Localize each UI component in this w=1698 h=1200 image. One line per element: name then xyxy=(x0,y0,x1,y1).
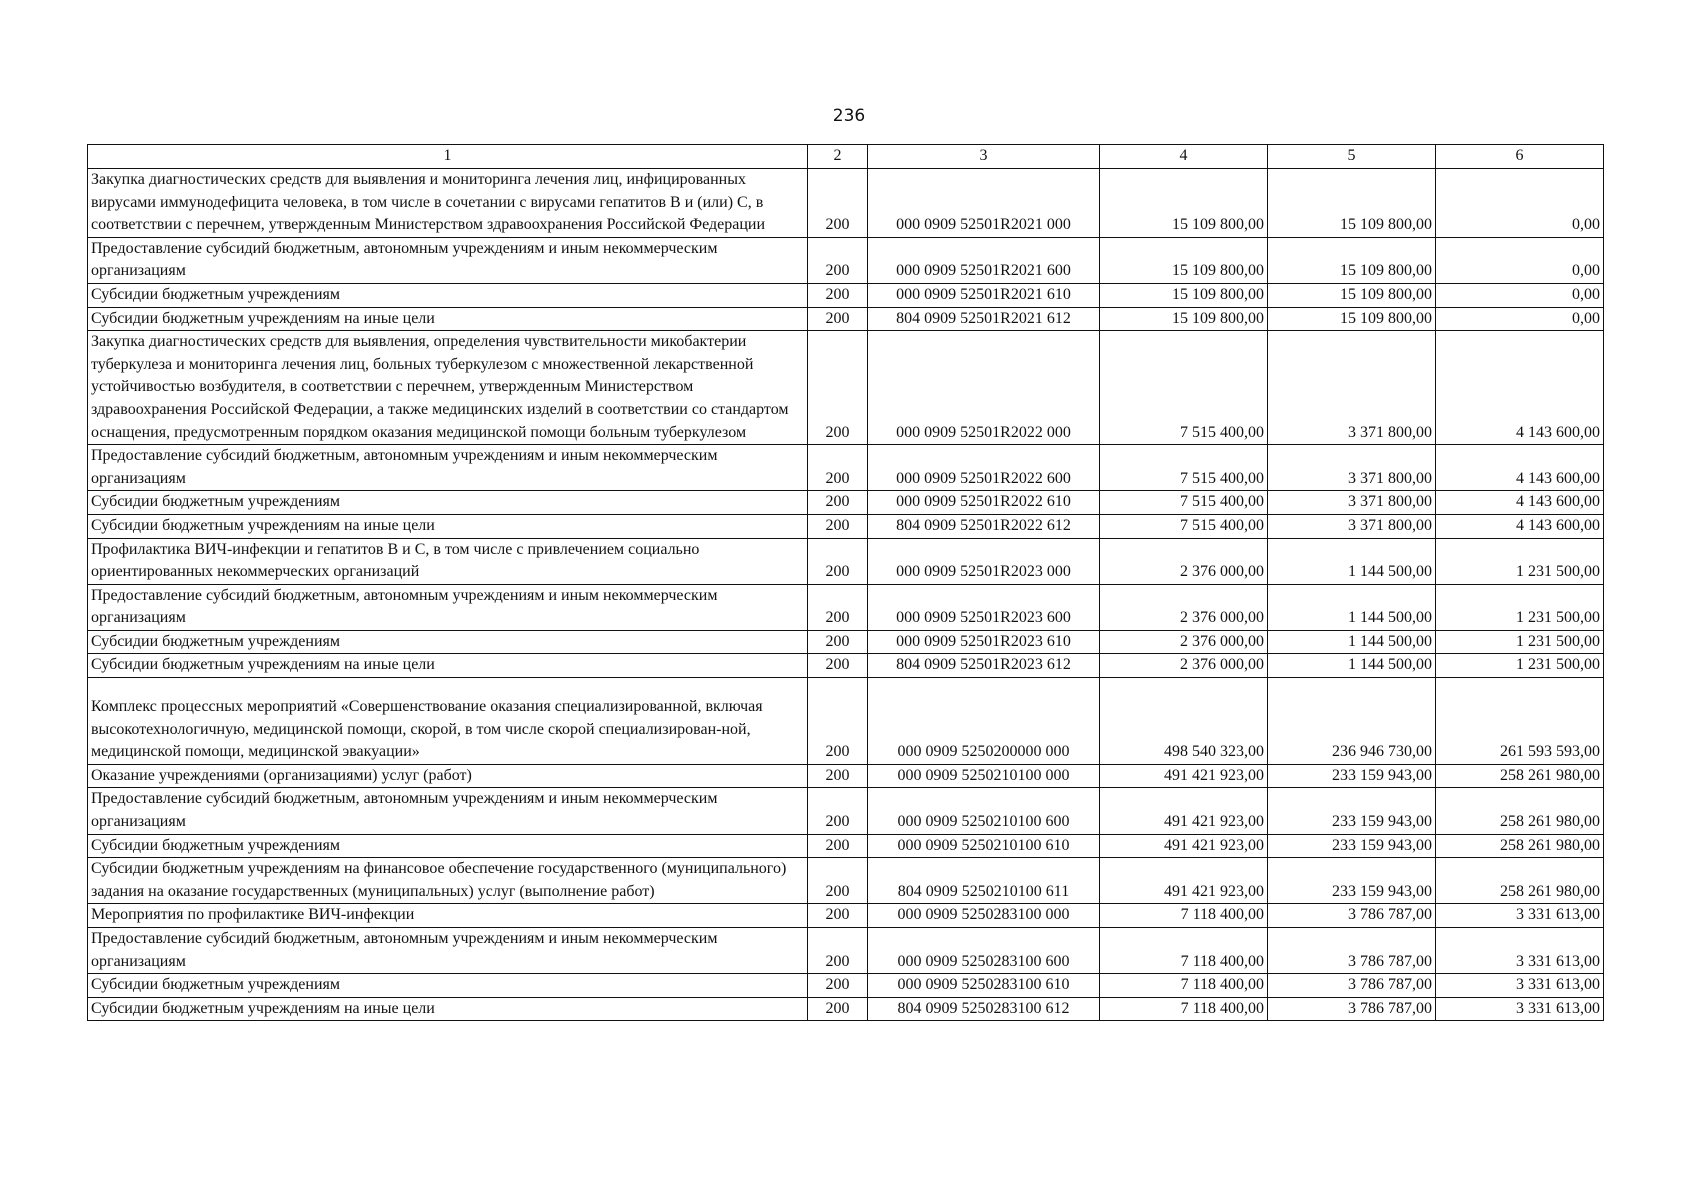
table-row xyxy=(88,538,1604,584)
row-admin-code-cell: 200 xyxy=(808,331,868,445)
column-header: 3 xyxy=(868,145,1100,169)
row-admin-code-cell: 200 xyxy=(808,997,868,1021)
row-admin-code-cell: 200 xyxy=(808,764,868,788)
row-amount-col5-cell: 1 144 500,00 xyxy=(1268,538,1436,584)
row-amount-col4-cell: 7 118 400,00 xyxy=(1100,974,1268,998)
row-amount-col5-cell: 1 144 500,00 xyxy=(1268,654,1436,678)
row-amount-col5-cell: 3 786 787,00 xyxy=(1268,904,1436,928)
row-amount-col6-cell: 0,00 xyxy=(1436,307,1604,331)
row-amount-col4-cell: 15 109 800,00 xyxy=(1100,237,1268,283)
table-row xyxy=(88,491,1604,515)
row-budget-code-cell: 804 0909 52501R2021 612 xyxy=(868,307,1100,331)
row-amount-col4-cell: 2 376 000,00 xyxy=(1100,538,1268,584)
row-name-cell: Оказание учреждениями (организациями) услуг (работ) xyxy=(88,764,808,788)
row-name-cell: Закупка диагностических средств для выявления и мониторинга лечения лиц, инфицированных вирусами иммунодефицита человека, в том числе в сочетании с вирусами гепатитов В и (или) С, в соответствии с перечнем, утвержденным Министерством здравоохранения Российской Федерации xyxy=(88,169,808,238)
table-row xyxy=(88,331,1604,445)
table-row xyxy=(88,834,1604,858)
row-name-cell: Субсидии бюджетным учреждениям на иные цели xyxy=(88,997,808,1021)
row-amount-col5-cell: 233 159 943,00 xyxy=(1268,858,1436,904)
row-amount-col4-cell: 7 515 400,00 xyxy=(1100,445,1268,491)
row-budget-code-cell: 804 0909 5250210100 611 xyxy=(868,858,1100,904)
row-amount-col6-cell: 4 143 600,00 xyxy=(1436,445,1604,491)
row-amount-col4-cell: 15 109 800,00 xyxy=(1100,169,1268,238)
row-budget-code-cell: 000 0909 52501R2021 610 xyxy=(868,283,1100,307)
table-row xyxy=(88,584,1604,630)
row-name-cell: Субсидии бюджетным учреждениям на финансовое обеспечение государственного (муниципального) задания на оказание государственных (муниципальных) услуг (выполнение работ) xyxy=(88,858,808,904)
row-amount-col4-cell: 491 421 923,00 xyxy=(1100,788,1268,834)
row-admin-code-cell: 200 xyxy=(808,538,868,584)
table-row xyxy=(88,169,1604,238)
table-row xyxy=(88,283,1604,307)
row-amount-col6-cell: 4 143 600,00 xyxy=(1436,331,1604,445)
row-amount-col6-cell: 1 231 500,00 xyxy=(1436,584,1604,630)
row-budget-code-cell: 000 0909 52501R2021 000 xyxy=(868,169,1100,238)
row-budget-code-cell: 000 0909 52501R2022 600 xyxy=(868,445,1100,491)
row-amount-col6-cell: 1 231 500,00 xyxy=(1436,538,1604,584)
row-admin-code-cell: 200 xyxy=(808,904,868,928)
row-amount-col5-cell: 15 109 800,00 xyxy=(1268,237,1436,283)
row-amount-col6-cell: 1 231 500,00 xyxy=(1436,630,1604,654)
row-name-cell: Закупка диагностических средств для выявления, определения чувствительности микобактерии туберкулеза и мониторинга лечения лиц, больных туберкулезом с множественной лекарственной устойчивостью возбудителя, в соответствии с перечнем, утвержденным Министерством здравоохранения Российской Федерации, а также медицинских изделий в соответствии со стандартом оснащения, предусмотренным порядком оказания медицинской помощи больным туберкулезом xyxy=(88,331,808,445)
row-name-cell: Субсидии бюджетным учреждениям xyxy=(88,834,808,858)
row-amount-col5-cell: 3 786 787,00 xyxy=(1268,974,1436,998)
row-amount-col4-cell: 491 421 923,00 xyxy=(1100,834,1268,858)
row-admin-code-cell: 200 xyxy=(808,928,868,974)
row-name-cell: Субсидии бюджетным учреждениям на иные цели xyxy=(88,654,808,678)
row-name-cell: Мероприятия по профилактике ВИЧ-инфекции xyxy=(88,904,808,928)
row-amount-col6-cell: 258 261 980,00 xyxy=(1436,834,1604,858)
row-amount-col6-cell: 258 261 980,00 xyxy=(1436,788,1604,834)
row-amount-col6-cell: 258 261 980,00 xyxy=(1436,858,1604,904)
row-amount-col4-cell: 2 376 000,00 xyxy=(1100,584,1268,630)
row-amount-col5-cell: 233 159 943,00 xyxy=(1268,764,1436,788)
row-admin-code-cell: 200 xyxy=(808,678,868,765)
table-row xyxy=(88,307,1604,331)
table-row xyxy=(88,904,1604,928)
row-budget-code-cell: 000 0909 52501R2023 610 xyxy=(868,630,1100,654)
row-admin-code-cell: 200 xyxy=(808,514,868,538)
row-admin-code-cell: 200 xyxy=(808,858,868,904)
row-amount-col4-cell: 2 376 000,00 xyxy=(1100,630,1268,654)
row-admin-code-cell: 200 xyxy=(808,307,868,331)
row-amount-col6-cell: 3 331 613,00 xyxy=(1436,928,1604,974)
row-budget-code-cell: 804 0909 52501R2022 612 xyxy=(868,514,1100,538)
row-amount-col5-cell: 15 109 800,00 xyxy=(1268,307,1436,331)
row-amount-col5-cell: 236 946 730,00 xyxy=(1268,678,1436,765)
row-amount-col6-cell: 0,00 xyxy=(1436,237,1604,283)
column-header: 4 xyxy=(1100,145,1268,169)
row-amount-col4-cell: 15 109 800,00 xyxy=(1100,307,1268,331)
row-amount-col5-cell: 15 109 800,00 xyxy=(1268,283,1436,307)
row-budget-code-cell: 804 0909 5250283100 612 xyxy=(868,997,1100,1021)
row-budget-code-cell: 000 0909 5250210100 000 xyxy=(868,764,1100,788)
row-amount-col6-cell: 3 331 613,00 xyxy=(1436,904,1604,928)
row-admin-code-cell: 200 xyxy=(808,630,868,654)
row-amount-col4-cell: 15 109 800,00 xyxy=(1100,283,1268,307)
row-name-cell: Субсидии бюджетным учреждениям xyxy=(88,974,808,998)
row-budget-code-cell: 000 0909 52501R2023 000 xyxy=(868,538,1100,584)
row-name-cell: Профилактика ВИЧ-инфекции и гепатитов В и С, в том числе с привлечением социально ориентированных некоммерческих организаций xyxy=(88,538,808,584)
column-header: 2 xyxy=(808,145,868,169)
row-name-cell: Субсидии бюджетным учреждениям xyxy=(88,283,808,307)
row-admin-code-cell: 200 xyxy=(808,974,868,998)
row-amount-col5-cell: 3 371 800,00 xyxy=(1268,331,1436,445)
row-amount-col5-cell: 3 786 787,00 xyxy=(1268,997,1436,1021)
row-amount-col6-cell: 3 331 613,00 xyxy=(1436,997,1604,1021)
table-row xyxy=(88,630,1604,654)
row-amount-col4-cell: 7 118 400,00 xyxy=(1100,997,1268,1021)
table-row xyxy=(88,928,1604,974)
table-row xyxy=(88,788,1604,834)
row-budget-code-cell: 000 0909 5250200000 000 xyxy=(868,678,1100,765)
row-name-cell: Комплекс процессных мероприятий «Совершенствование оказания специализированной, включая высокотехнологичную, медицинской помощи, скорой, в том числе скорой специализирован-ной, медицинской помощи, медицинской эвакуации» xyxy=(88,678,808,765)
row-amount-col6-cell: 3 331 613,00 xyxy=(1436,974,1604,998)
row-admin-code-cell: 200 xyxy=(808,237,868,283)
row-budget-code-cell: 000 0909 52501R2021 600 xyxy=(868,237,1100,283)
row-amount-col4-cell: 7 118 400,00 xyxy=(1100,904,1268,928)
row-admin-code-cell: 200 xyxy=(808,445,868,491)
table-body xyxy=(88,145,1604,1021)
row-amount-col4-cell: 491 421 923,00 xyxy=(1100,858,1268,904)
row-budget-code-cell: 000 0909 52501R2023 600 xyxy=(868,584,1100,630)
table-row xyxy=(88,237,1604,283)
table-row xyxy=(88,678,1604,765)
row-amount-col5-cell: 1 144 500,00 xyxy=(1268,630,1436,654)
table-row xyxy=(88,445,1604,491)
row-amount-col6-cell: 0,00 xyxy=(1436,169,1604,238)
row-amount-col5-cell: 15 109 800,00 xyxy=(1268,169,1436,238)
row-amount-col6-cell: 4 143 600,00 xyxy=(1436,514,1604,538)
row-name-cell: Субсидии бюджетным учреждениям xyxy=(88,491,808,515)
row-budget-code-cell: 000 0909 5250283100 600 xyxy=(868,928,1100,974)
row-amount-col6-cell: 0,00 xyxy=(1436,283,1604,307)
column-header: 1 xyxy=(88,145,808,169)
row-budget-code-cell: 000 0909 5250283100 610 xyxy=(868,974,1100,998)
row-budget-code-cell: 000 0909 52501R2022 000 xyxy=(868,331,1100,445)
row-amount-col5-cell: 3 371 800,00 xyxy=(1268,491,1436,515)
row-admin-code-cell: 200 xyxy=(808,491,868,515)
row-amount-col4-cell: 2 376 000,00 xyxy=(1100,654,1268,678)
row-amount-col6-cell: 1 231 500,00 xyxy=(1436,654,1604,678)
table-row xyxy=(88,997,1604,1021)
row-amount-col5-cell: 3 371 800,00 xyxy=(1268,445,1436,491)
row-budget-code-cell: 000 0909 5250283100 000 xyxy=(868,904,1100,928)
table-row xyxy=(88,974,1604,998)
row-name-cell: Предоставление субсидий бюджетным, автономным учреждениям и иным некоммерческим организациям xyxy=(88,584,808,630)
table-row xyxy=(88,764,1604,788)
row-admin-code-cell: 200 xyxy=(808,283,868,307)
row-amount-col5-cell: 1 144 500,00 xyxy=(1268,584,1436,630)
row-amount-col4-cell: 498 540 323,00 xyxy=(1100,678,1268,765)
table-row xyxy=(88,858,1604,904)
row-amount-col4-cell: 491 421 923,00 xyxy=(1100,764,1268,788)
row-name-cell: Субсидии бюджетным учреждениям на иные цели xyxy=(88,514,808,538)
row-admin-code-cell: 200 xyxy=(808,834,868,858)
table-row xyxy=(88,514,1604,538)
row-name-cell: Предоставление субсидий бюджетным, автономным учреждениям и иным некоммерческим организациям xyxy=(88,928,808,974)
row-admin-code-cell: 200 xyxy=(808,788,868,834)
row-name-cell: Предоставление субсидий бюджетным, автономным учреждениям и иным некоммерческим организациям xyxy=(88,788,808,834)
column-header: 5 xyxy=(1268,145,1436,169)
row-amount-col6-cell: 261 593 593,00 xyxy=(1436,678,1604,765)
table-row xyxy=(88,654,1604,678)
row-admin-code-cell: 200 xyxy=(808,584,868,630)
row-budget-code-cell: 804 0909 52501R2023 612 xyxy=(868,654,1100,678)
row-name-cell: Предоставление субсидий бюджетным, автономным учреждениям и иным некоммерческим организациям xyxy=(88,237,808,283)
budget-table xyxy=(87,144,1604,1021)
row-amount-col6-cell: 258 261 980,00 xyxy=(1436,764,1604,788)
column-header: 6 xyxy=(1436,145,1604,169)
row-name-cell: Субсидии бюджетным учреждениям xyxy=(88,630,808,654)
row-amount-col4-cell: 7 515 400,00 xyxy=(1100,491,1268,515)
row-budget-code-cell: 000 0909 5250210100 600 xyxy=(868,788,1100,834)
row-amount-col4-cell: 7 118 400,00 xyxy=(1100,928,1268,974)
row-admin-code-cell: 200 xyxy=(808,654,868,678)
page-number: 236 xyxy=(832,106,866,126)
row-amount-col5-cell: 233 159 943,00 xyxy=(1268,834,1436,858)
row-amount-col5-cell: 3 786 787,00 xyxy=(1268,928,1436,974)
row-name-cell: Субсидии бюджетным учреждениям на иные цели xyxy=(88,307,808,331)
column-header-row xyxy=(88,145,1604,169)
row-amount-col5-cell: 3 371 800,00 xyxy=(1268,514,1436,538)
row-amount-col4-cell: 7 515 400,00 xyxy=(1100,514,1268,538)
row-name-cell: Предоставление субсидий бюджетным, автономным учреждениям и иным некоммерческим организациям xyxy=(88,445,808,491)
row-budget-code-cell: 000 0909 52501R2022 610 xyxy=(868,491,1100,515)
row-amount-col6-cell: 4 143 600,00 xyxy=(1436,491,1604,515)
row-amount-col4-cell: 7 515 400,00 xyxy=(1100,331,1268,445)
row-admin-code-cell: 200 xyxy=(808,169,868,238)
row-amount-col5-cell: 233 159 943,00 xyxy=(1268,788,1436,834)
row-budget-code-cell: 000 0909 5250210100 610 xyxy=(868,834,1100,858)
